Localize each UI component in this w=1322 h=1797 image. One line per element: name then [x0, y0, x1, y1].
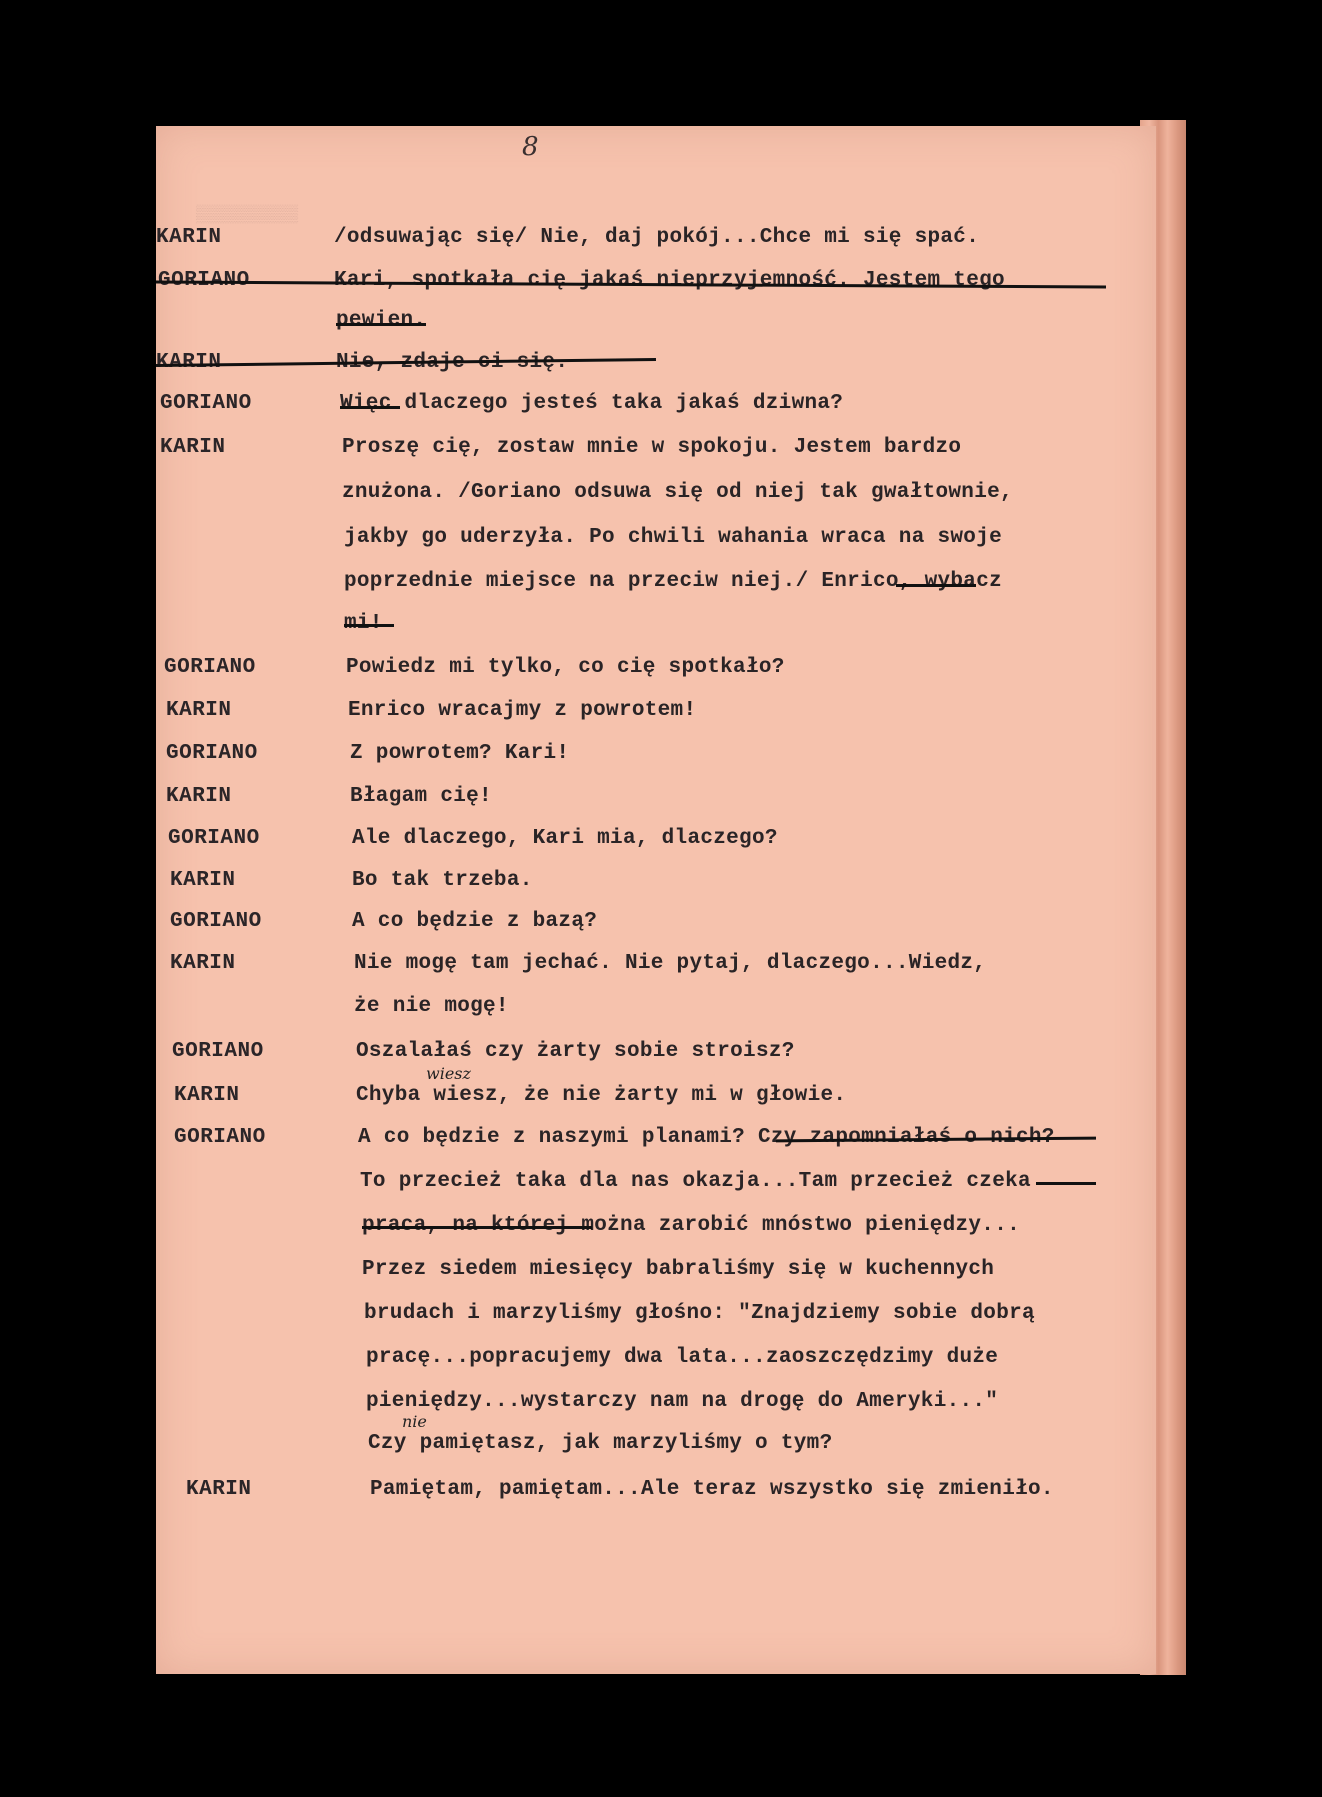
- speaker-label: GORIANO: [170, 910, 262, 933]
- strikethrough: [336, 323, 426, 326]
- dialogue-text: Nie mogę tam jechać. Nie pytaj, dlaczego...Wiedz,: [354, 952, 987, 975]
- dialogue-line: [156, 1040, 1156, 1076]
- dialogue-text: mi!: [344, 612, 383, 635]
- dialogue-line: [156, 827, 1156, 863]
- speaker-label: KARIN: [170, 869, 236, 892]
- dialogue-text: Kari, spotkała cię jakaś nieprzyjemność. Jestem tego: [334, 269, 1005, 292]
- speaker-label: GORIANO: [166, 742, 258, 765]
- dialogue-text: znużona. /Goriano odsuwa się od niej tak gwałtownie,: [342, 481, 1013, 504]
- dialogue-text: poprzednie miejsce na przeciw niej./ Enrico, wybacz: [344, 570, 1003, 593]
- speaker-label: KARIN: [166, 785, 232, 808]
- dialogue-text: Ale dlaczego, Kari mia, dlaczego?: [352, 827, 778, 850]
- dialogue-text: Oszalałaś czy żarty sobie stroisz?: [356, 1040, 795, 1063]
- strikethrough: [340, 406, 400, 409]
- dialogue-text: A co będzie z naszymi planami? Czy zapomniałaś o nich?: [358, 1126, 1055, 1149]
- bleed-through: ▒▒▒▒▒▒▒▒▒▒: [196, 206, 299, 225]
- strikethrough: [1036, 1182, 1096, 1185]
- dialogue-line: [156, 1170, 1156, 1206]
- dialogue-line: [156, 526, 1156, 562]
- speaker-label: GORIANO: [158, 269, 250, 292]
- dialogue-text: że nie mogę!: [354, 995, 509, 1018]
- dialogue-line: [156, 351, 1156, 387]
- speaker-label: KARIN: [170, 952, 236, 975]
- dialogue-text: pewien.: [336, 309, 427, 332]
- dialogue-line: [156, 392, 1156, 428]
- dialogue-line: [156, 436, 1156, 472]
- dialogue-text: pracę...popracujemy dwa lata...zaoszczędzimy duże: [366, 1346, 999, 1369]
- dialogue-line: [156, 785, 1156, 821]
- speaker-label: KARIN: [156, 226, 222, 249]
- dialogue-text: A co będzie z bazą?: [352, 910, 598, 933]
- speaker-label: KARIN: [160, 436, 226, 459]
- dialogue-line: [156, 869, 1156, 905]
- dialogue-text: Bo tak trzeba.: [352, 869, 533, 892]
- dialogue-text: Chyba wiesz, że nie żarty mi w głowie.: [356, 1084, 847, 1107]
- dialogue-text: Nie, zdaje ci się.: [336, 351, 569, 374]
- dialogue-line: [156, 1412, 1156, 1468]
- speaker-label: KARIN: [156, 351, 222, 374]
- dialogue-line: [156, 1258, 1156, 1294]
- dialogue-line: [156, 656, 1156, 692]
- dialogue-line: [156, 481, 1156, 517]
- dialogue-line: [156, 1126, 1156, 1162]
- dialogue-line: [156, 995, 1156, 1031]
- dialogue-text: praca, na której można zarobić mnóstwo pieniędzy...: [362, 1214, 1021, 1237]
- speaker-label: GORIANO: [160, 392, 252, 415]
- dialogue-line: [156, 1064, 1156, 1120]
- dialogue-text: Czy pamiętasz, jak marzyliśmy o tym?: [368, 1432, 833, 1455]
- dialogue-line: [156, 910, 1156, 946]
- dialogue-text: /odsuwając się/ Nie, daj pokój...Chce mi się spać.: [334, 226, 980, 249]
- handwritten-correction: wiesz: [426, 1064, 471, 1083]
- typescript-page: [156, 126, 1156, 1674]
- dialogue-text: Więc dlaczego jesteś taka jakaś dziwna?: [340, 392, 844, 415]
- dialogue-line: [156, 1346, 1156, 1382]
- dialogue-line: [156, 1302, 1156, 1338]
- dialogue-text: Enrico wracajmy z powrotem!: [348, 699, 697, 722]
- handwritten-insertion: nie: [402, 1412, 427, 1431]
- strikethrough: [362, 1226, 592, 1229]
- speaker-label: KARIN: [174, 1084, 240, 1107]
- speaker-label: GORIANO: [168, 827, 260, 850]
- speaker-label: GORIANO: [164, 656, 256, 679]
- strikethrough: [896, 584, 976, 587]
- dialogue-text: jakby go uderzyła. Po chwili wahania wraca na swoje: [344, 526, 1003, 549]
- dialogue-text: Przez siedem miesięcy babraliśmy się w kuchennych: [362, 1258, 995, 1281]
- dialogue-line: [156, 612, 1156, 648]
- strikethrough: [344, 624, 394, 627]
- dialogue-line: [156, 699, 1156, 735]
- dialogue-text: Pamiętam, pamiętam...Ale teraz wszystko się zmieniło.: [370, 1478, 1054, 1501]
- speaker-label: GORIANO: [172, 1040, 264, 1063]
- dialogue-text: Błagam cię!: [350, 785, 492, 808]
- dialogue-line: [156, 1214, 1156, 1250]
- dialogue-text: Z powrotem? Kari!: [350, 742, 570, 765]
- speaker-label: KARIN: [166, 699, 232, 722]
- dialogue-line: [156, 952, 1156, 988]
- dialogue-line: [156, 1478, 1156, 1514]
- dialogue-text: brudach i marzyliśmy głośno: "Znajdziemy sobie dobrą: [364, 1302, 1035, 1325]
- dialogue-line: [156, 570, 1156, 606]
- speaker-label: GORIANO: [174, 1126, 266, 1149]
- dialogue-line: [156, 226, 1156, 262]
- page-number: 8: [522, 132, 539, 162]
- speaker-label: KARIN: [186, 1478, 252, 1501]
- dialogue-text: Proszę cię, zostaw mnie w spokoju. Jestem bardzo: [342, 436, 962, 459]
- dialogue-text: To przecież taka dla nas okazja...Tam przecież czeka: [360, 1170, 1031, 1193]
- dialogue-line: [156, 269, 1156, 305]
- dialogue-line: [156, 742, 1156, 778]
- dialogue-line: [156, 309, 1156, 345]
- dialogue-line: [156, 1390, 1156, 1426]
- dialogue-text: pieniędzy...wystarczy nam na drogę do Ameryki...": [366, 1390, 999, 1413]
- dialogue-text: Powiedz mi tylko, co cię spotkało?: [346, 656, 785, 679]
